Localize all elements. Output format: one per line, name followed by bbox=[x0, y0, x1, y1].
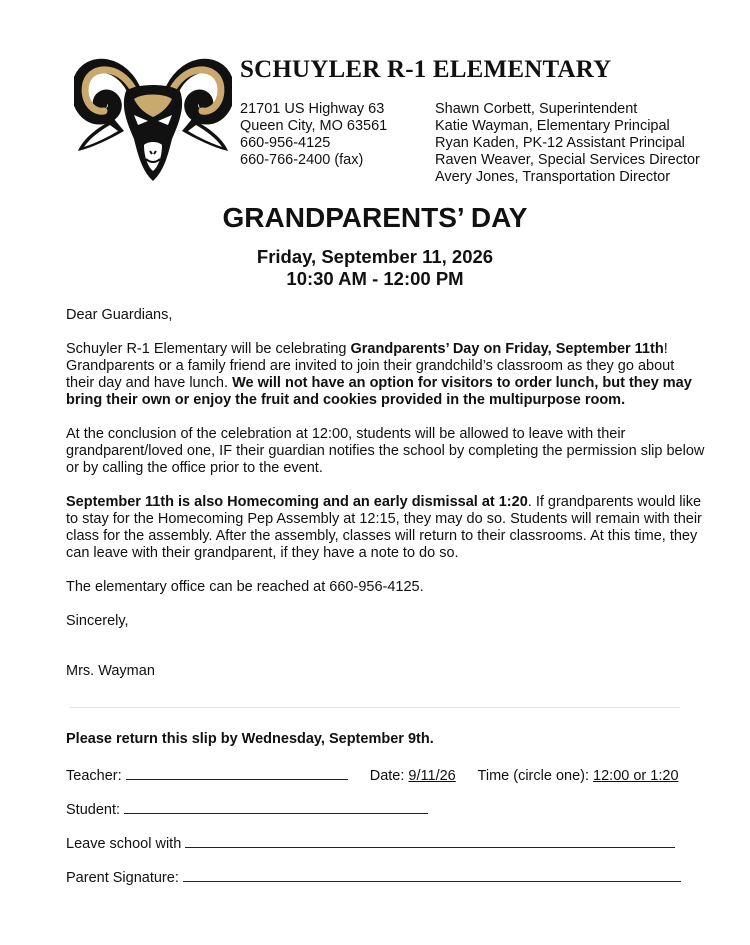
school-name: SCHUYLER R-1 ELEMENTARY bbox=[240, 56, 612, 83]
phone-line: 660-956-4125 bbox=[240, 135, 331, 151]
staff-item: Raven Weaver, Special Services Director bbox=[435, 152, 700, 168]
date-value: 9/11/26 bbox=[408, 768, 456, 784]
teacher-label: Teacher: bbox=[66, 768, 122, 784]
slip-row-leave bbox=[66, 832, 675, 852]
time-label: Time (circle one): bbox=[477, 768, 590, 784]
slip-row-student bbox=[66, 798, 428, 818]
leave-field[interactable] bbox=[185, 832, 675, 848]
time-options[interactable]: 12:00 or 1:20 bbox=[593, 768, 679, 784]
address-line: 21701 US Highway 63 bbox=[240, 101, 385, 117]
fax-line: 660-766-2400 (fax) bbox=[240, 152, 364, 168]
student-label: Student: bbox=[66, 802, 121, 818]
slip-divider bbox=[70, 707, 680, 708]
event-date: Friday, September 11, 2026 bbox=[256, 246, 494, 267]
event-title: GRANDPARENTS’ DAY bbox=[222, 202, 528, 233]
staff-item: Katie Wayman, Elementary Principal bbox=[435, 118, 670, 134]
staff-item: Shawn Corbett, Superintendent bbox=[435, 101, 638, 117]
paragraph-4: The elementary office can be reached at 660-956-4125. bbox=[66, 579, 424, 595]
leave-label: Leave school with bbox=[66, 836, 182, 852]
paragraph-1: Schuyler R-1 Elementary will be celebrating Grandparents’ Day on Friday, September 11th! Grandparents or a family friend are invited to join their grandchild’s classroom as they go about their day and have lunch. We will not have an option for visitors to order lunch, but they may bring their own or enjoy the fruit and cookies provided in the multipurpose room. bbox=[66, 341, 692, 408]
staff-list bbox=[435, 101, 700, 186]
paragraph-2: At the conclusion of the celebration at 12:00, students will be allowed to leave with their grandparent/loved one, IF their guardian notifies the school by completing the permission slip below or by calling the office prior to the event. bbox=[66, 426, 705, 476]
closing: Sincerely, bbox=[66, 613, 129, 629]
address-line: Queen City, MO 63561 bbox=[240, 118, 388, 134]
teacher-field[interactable] bbox=[126, 764, 348, 780]
event-time: 10:30 AM - 12:00 PM bbox=[286, 268, 464, 289]
school-address bbox=[240, 101, 387, 169]
date-label: Date: bbox=[369, 768, 405, 784]
parent-label: Parent Signature: bbox=[66, 870, 179, 886]
slip-row-parent bbox=[66, 866, 681, 886]
signature: Mrs. Wayman bbox=[66, 663, 155, 679]
student-field[interactable] bbox=[124, 798, 428, 814]
paragraph-3: September 11th is also Homecoming and an early dismissal at 1:20. If grandparents would like to stay for the Homecoming Pep Assembly at 12:15, they may do so. Students will remain with their class for the assembly. After the assembly, classes will return to their classrooms. At this time, they can leave with their grandparent, if they have a note to do so. bbox=[66, 494, 702, 561]
letter-body bbox=[66, 307, 706, 680]
staff-item: Avery Jones, Transportation Director bbox=[435, 169, 671, 185]
slip-title: Please return this slip by Wednesday, September 9th. bbox=[66, 731, 434, 747]
ram-mascot-icon bbox=[74, 55, 232, 185]
staff-item: Ryan Kaden, PK-12 Assistant Principal bbox=[435, 135, 685, 151]
parent-signature-field[interactable] bbox=[183, 866, 681, 882]
slip-row-teacher bbox=[66, 764, 679, 784]
greeting: Dear Guardians, bbox=[66, 307, 173, 323]
